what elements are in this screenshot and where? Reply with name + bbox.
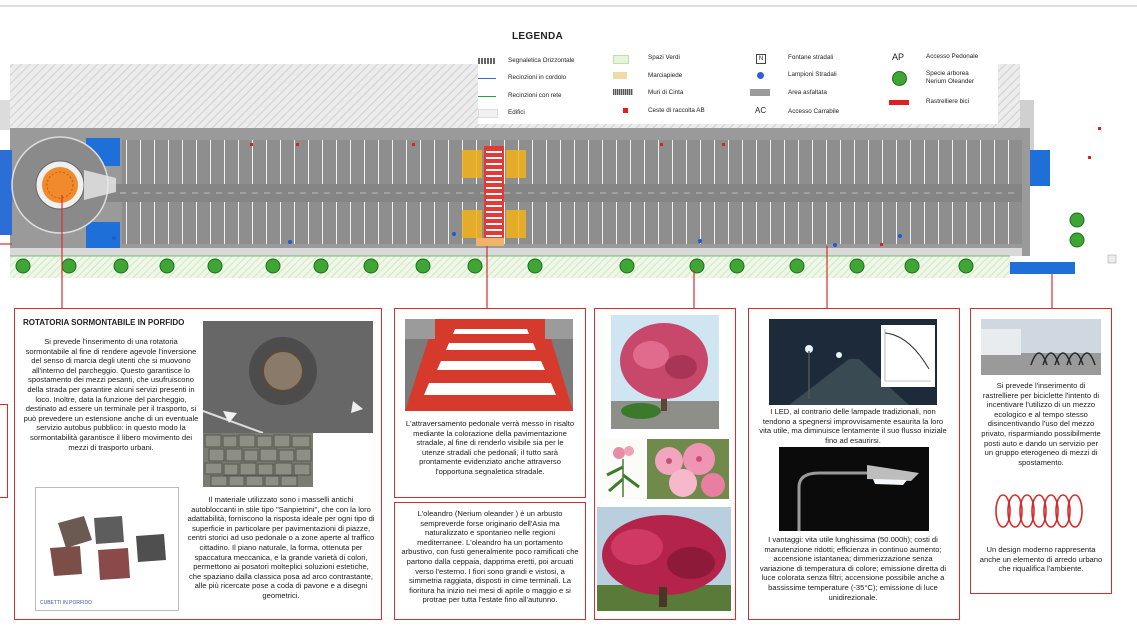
bike-rack-photo (981, 319, 1101, 375)
lamp-dot-icon (757, 72, 764, 79)
panel-led (748, 308, 960, 620)
building-swatch (478, 109, 498, 118)
bike-rack-swatch (889, 100, 909, 105)
legend-item-nerium: Specie arborea Nerium Oleander (926, 70, 974, 85)
legend-item-lampioni: Lampioni Stradali (788, 71, 837, 78)
legend-item-recinzioni-cordolo: Recinzioni in cordolo (508, 74, 567, 81)
legend-item-edifici: Edifici (508, 109, 525, 116)
product-caption: CUBETTI IN PORFIDO (40, 600, 92, 606)
panel-oleander-photos (594, 308, 736, 620)
parking-row-top (122, 140, 1022, 184)
led-text-2: I vantaggi: vita utile lunghissima (50.000h); costi di manutenzione ridotti; efficienza in continuo aumento; accensione istantanea; dimmerizzazione senza variazione di temperatura di colore; emissione diretta di luce colorata senza filtri; accensione possibile anche a bassissime temperature (-35°C); emissione di luce unidirezionale. (759, 535, 947, 602)
panel-crosswalk (394, 308, 586, 498)
gray-swatch (750, 89, 770, 96)
material-text: Il materiale utilizzato sono i masselli antichi autobloccanti in stile tipo "Sanpietrini", che con la loro adattabilità, forniscono la risposta ideale per ogni tipo di superficie in particolare per pavimentazioni di piazze, centri storici ad uso pedonale o a zone aperte al traffico cittadino. Il piano naturale, la forma, ottenuta per spaccatura meccanica, e la grande varietà di colori, permettono ai posatori molteplici soluzioni estetiche, che spaziano dalla classica posa ad arco contrastante, alle più ricercate pose a coda di pavone e a disegni geometrici. (187, 495, 375, 600)
sidewalk-swatch (613, 72, 627, 79)
oleander-tree-photo (611, 315, 719, 429)
red-square-swatch (623, 108, 628, 113)
disabled-parking-right (1030, 150, 1050, 186)
rotatoria-title: ROTATORIA SORMONTABILE IN PORFIDO (23, 318, 185, 327)
cobblestone-product-photo (35, 487, 179, 611)
oleander-flower-photo (647, 439, 729, 499)
oleander-botanical-photo (601, 439, 645, 499)
n-sign-icon: N (756, 54, 766, 64)
bike-text-1: Si prevede l'inserimento di rastrelliere per biciclette l'intento di incentivare l'utilizzo di un mezzo ecologico e al tempo stesso disincentivando l'uso del mezzo privato, risparmiando possibilmente posti auto e dando un servizio per un gruppo eterogeneo di mezzi di spostamento. (981, 381, 1101, 467)
panel-left-edge (0, 404, 8, 498)
led-lamp-photo (779, 447, 929, 531)
legend-item-marciapiede: Marciapiede (648, 72, 683, 79)
bike-rack-design-photo (983, 485, 1099, 537)
legend-item-accesso-pedonale: Accesso Pedonale (926, 53, 979, 60)
legend-item-segnaletica: Segnaletica Orizzontale (508, 57, 575, 64)
legend-item-fontane: Fontane stradali (788, 54, 834, 61)
blue-line-swatch (478, 78, 496, 79)
panel-rotatoria (14, 308, 382, 620)
led-text-1: I LED, al contrario delle lampade tradizionali, non tendono a spegnersi improvvisamente esaurita la loro vita utile, ma diminuisce lentamente il suo flusso iniziale fino ad esaurirsi. (759, 407, 947, 445)
hatch-swatch (478, 58, 496, 64)
panel-bike (970, 308, 1112, 594)
porphyry-texture-photo (203, 433, 313, 487)
oleander-shrub-photo (597, 507, 731, 611)
legend-item-rastrelliere: Rastrelliere bici (926, 98, 970, 105)
ac-icon: AC (755, 106, 767, 115)
legend-title: LEGENDA (512, 31, 563, 42)
crosswalk-text: L'attraversamento pedonale verrà messo in risalto mediante la colorazione della pavimentazione stradale, al fine di renderlo visibile sia per le utenze stradali che pedonali, il tutto sarà prontamente evidenziato anche attraverso l'opportuna segnaletica stradale. (405, 419, 575, 476)
green-area-swatch (613, 55, 629, 64)
panel-oleander-text (394, 502, 586, 620)
legend-item-spazi-verdi: Spazi Verdi (648, 54, 680, 61)
oleander-text: L'oleandro (Nerium oleander ) è un arbusto sempreverde forse originario dell'Asia ma naturalizzato e spontaneo nelle regioni mediterranee. L'oleandro ha un portamento arbustivo, con fusti generalmente poco ramificati che partono dalla ceppaia, dapprima eretti, poi arcuati verso l'esterno. I fiori sono grandi e vistosi, a simmetria raggiata, disposti in cime terminali. La fioritura ha inizio nei mesi di aprile o maggio e si protrae per tutta l'estate fino all'autunno. (401, 509, 579, 605)
legend-item-muri: Muri di Cinta (648, 89, 684, 96)
bike-text-2: Un design moderno rappresenta anche un elemento di arredo urbano che riqualifica l'ambiente. (979, 545, 1103, 574)
legend (478, 28, 998, 124)
rotatoria-text: Si prevede l'inserimento di una rotatoria sormontabile al fine di rendere agevole l'inversione del senso di marcia degli utenti che si muovono all'interno del parcheggio. Questo garantisce lo spostamento dei mezzi pesanti, che usufruiscono della strada per garantire alcuni servizi presenti in loco. Inoltre, data la funzione del parcheggio, destinato ad essere un terminale per il trasporto, si può prevedere un estensione anche di un eventuale servizio autobus pubblico: in questo modo la sormontabilità garantisce il libero movimento dei mezzi di trasporto urbani. (23, 337, 199, 452)
legend-item-accesso-carrabile: Accesso Carrabile (788, 108, 840, 115)
legend-item-recinzioni-rete: Recinzioni con rete (508, 92, 562, 99)
tree-icon (892, 71, 907, 86)
wall-swatch (613, 89, 633, 95)
green-line-swatch (478, 96, 496, 97)
led-street-photo (769, 319, 937, 405)
legend-item-area-asfaltata: Area asfaltata (788, 89, 827, 96)
roundabout-photo (203, 321, 373, 433)
legend-item-ceste: Ceste di raccolta AB (648, 107, 705, 114)
crosswalk-photo (405, 319, 573, 411)
parking-row-bottom (122, 202, 1022, 244)
ap-icon: AP (892, 52, 905, 62)
